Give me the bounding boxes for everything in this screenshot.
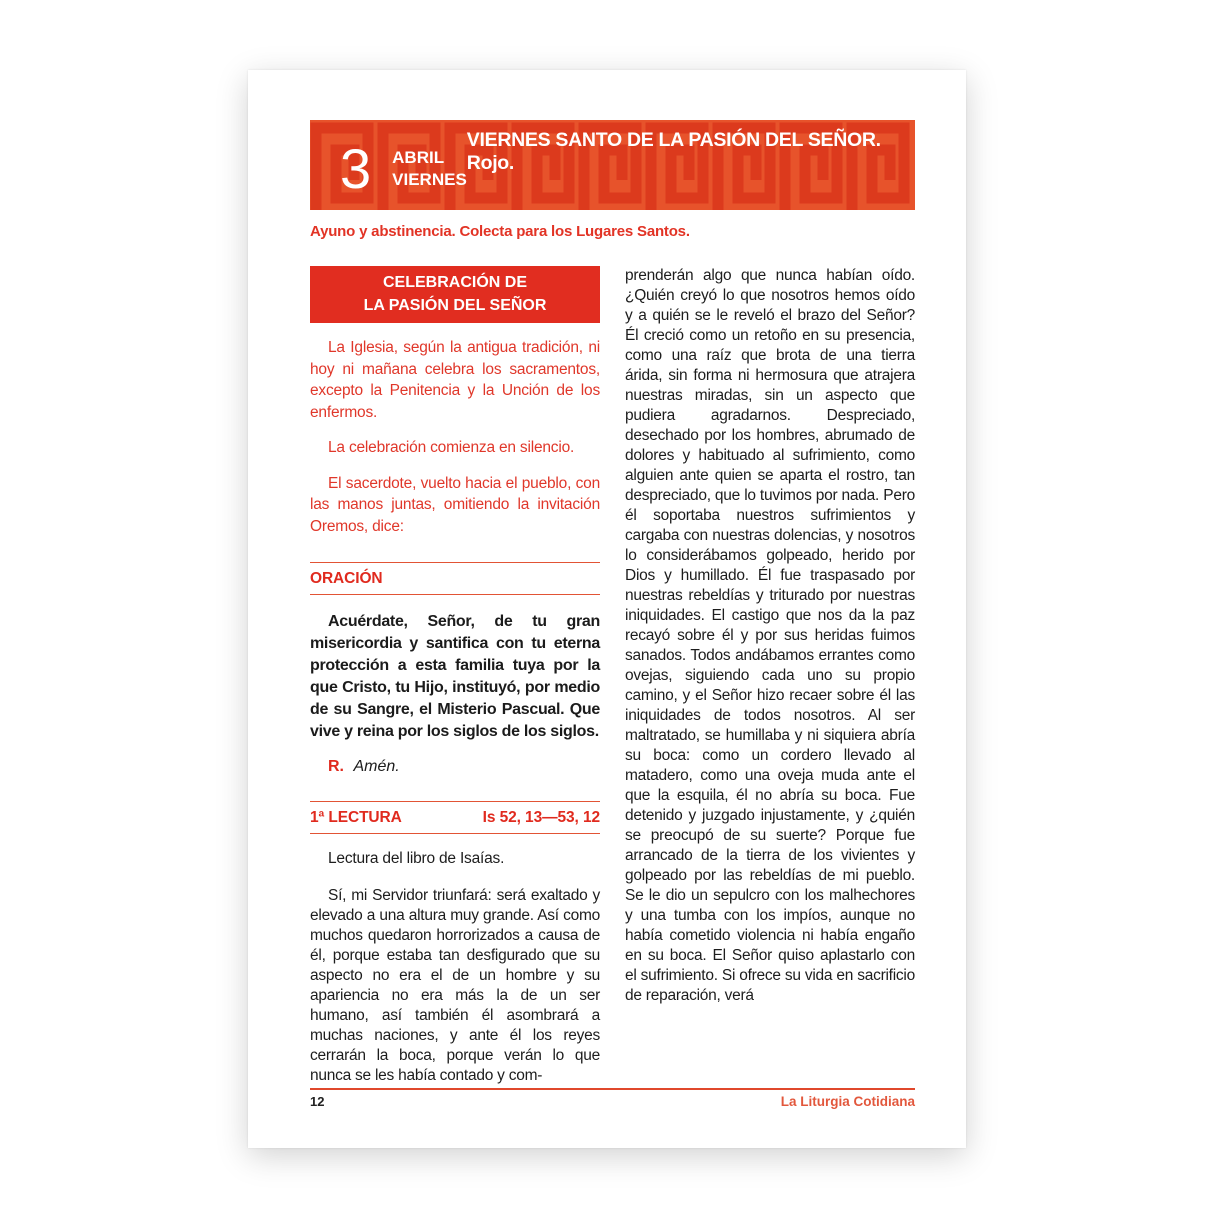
response-label: R. bbox=[328, 758, 344, 775]
left-column bbox=[310, 266, 600, 1086]
reading-body-right: prenderán algo que nunca habían oído. ¿Quién creyó lo que nosotros hemos oído y a quién se le reveló el brazo del Señor? Él creció como un retoño en su presencia, como una raíz que brota de una tierra árida, sin forma ni hermosura que atrajera nuestras miradas, sin un aspecto que pudiera agradarnos. Despreciado, desechado por los hombres, abrumado de dolores y habituado al sufrimiento, como alguien ante quien se aparta el rostro, tan despreciado, que lo tuvimos por nada. Pero él soportaba nuestros sufrimientos y cargaba con nuestras dolencias, y nosotros lo considerábamos golpeado, herido por Dios y humillado. Él fue traspasado por nuestras rebeldías y triturado por nuestras iniquidades. El castigo que nos da la paz recayó sobre él y por sus heridas fuimos sanados. Todos andábamos errantes como ovejas, siguiendo cada uno su propio camino, y el Señor hizo recaer sobre él las iniquidades de todos nosotros. Al ser maltratado, se humillaba y ni siquiera abría su boca: como un cordero llevado al matadero, como una oveja muda ante el que la esquila, él no abría su boca. Fue detenido y juzgado injustamente, y ¿quién se preocupó de su suerte? Porque fue arrancado de la tierra de los vivientes y golpeado por las rebeldías de mi pueblo. Se le dio un sepulcro con los malhechores y una tumba con los impíos, aunque no había cometido violencia ni había engaño en su boca. El Señor quiso aplastarlo con el sufrimiento. Si ofrece su vida en sacrificio de reparación, verá bbox=[625, 267, 915, 1004]
lectura-reference: Is 52, 13—53, 12 bbox=[482, 809, 600, 826]
day-meta bbox=[392, 147, 467, 191]
response-text: Amén. bbox=[353, 758, 400, 775]
celebration-title-line2: LA PASIÓN DEL SEÑOR bbox=[363, 297, 547, 314]
lectura-label: 1ª LECTURA bbox=[310, 809, 402, 826]
rubric-paragraph: La celebración comienza en silencio. bbox=[328, 439, 575, 456]
book-title: La Liturgia Cotidiana bbox=[780, 1094, 915, 1109]
page-footer bbox=[310, 1088, 915, 1109]
day-number: 3 bbox=[340, 137, 371, 200]
rubric-paragraph: El sacerdote, vuelto hacia el pueblo, con las manos juntas, omitiendo la invitación Oremos, dice: bbox=[310, 474, 600, 535]
date-banner bbox=[310, 120, 915, 210]
page-content bbox=[248, 70, 966, 1148]
two-column-text bbox=[310, 266, 915, 1086]
month-label: ABRIL bbox=[392, 148, 445, 167]
oracion-label: ORACIÓN bbox=[310, 570, 383, 587]
banner-content bbox=[310, 120, 915, 210]
fast-notice: Ayuno y abstinencia. Colecta para los Lugares Santos. bbox=[310, 223, 690, 240]
prayer-text: Acuérdate, Señor, de tu gran misericordia y santifica con tu eterna protección a esta familia tuya por la que Cristo, tu Hijo, instituyó, por medio de su Sangre, el Misterio Pascual. Que vive y reina por los siglos de los siglos. bbox=[310, 613, 600, 740]
feast-title: VIERNES SANTO DE LA PASIÓN DEL SEÑOR. Rojo. bbox=[466, 129, 881, 174]
right-column bbox=[625, 266, 915, 1086]
response-line bbox=[310, 758, 600, 776]
weekday-label: VIERNES bbox=[392, 170, 467, 189]
reading-body-left: Sí, mi Servidor triunfará: será exaltado y elevado a una altura muy grande. Así como muchos quedaron horrorizados a causa de él, porque estaba tan desfigurado que su aspecto no era el de un hombre y su apariencia no era más la de un ser humano, así también él asombrará a muchas naciones, y ante él los reyes cerrarán la boca, porque verán lo que nunca se les había contado y com- bbox=[310, 887, 600, 1084]
oracion-heading bbox=[310, 562, 600, 595]
celebration-title-box bbox=[310, 266, 600, 323]
page-number: 12 bbox=[310, 1094, 325, 1109]
lectura-heading bbox=[310, 801, 600, 834]
celebration-title-line1: CELEBRACIÓN DE bbox=[382, 274, 527, 291]
reading-intro: Lectura del libro de Isaías. bbox=[328, 850, 505, 867]
book-page bbox=[248, 70, 966, 1148]
rubric-paragraph: La Iglesia, según la antigua tradición, ni hoy ni mañana celebra los sacramentos, excepto la Penitencia y la Unción de los enfermos. bbox=[310, 339, 600, 421]
